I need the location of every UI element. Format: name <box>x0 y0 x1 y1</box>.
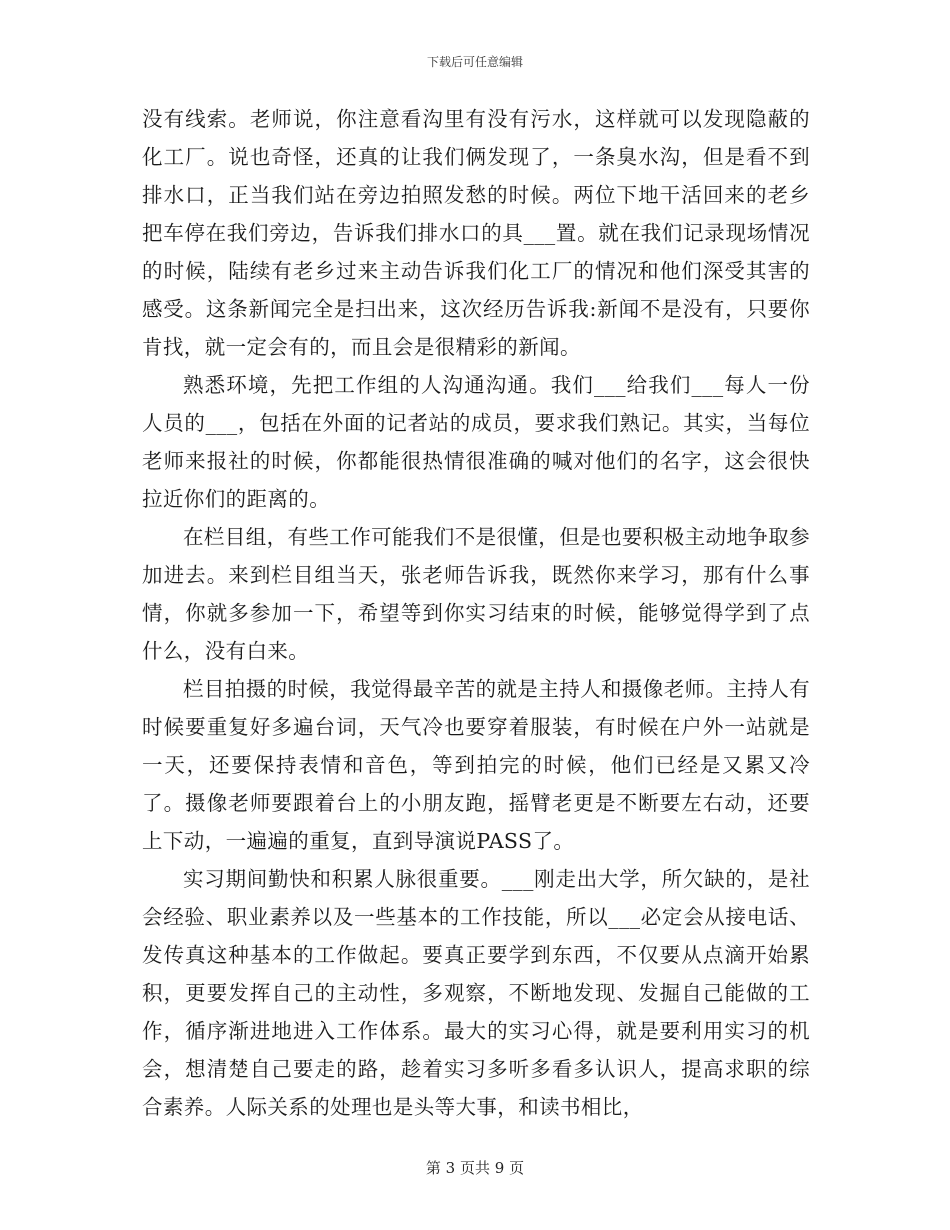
paragraph-5: 实习期间勤快和积累人脉很重要。___刚走出大学，所欠缺的，是社会经验、职业素养以及一些基本的工作技能，所以___必定会从接电话、发传真这种基本的工作做起。要真正要学到东西，不仅要从点滴开始累积，更要发挥自己的主动性，多观察，不断地发现、发掘自己能做的工作，循序渐进地进入工作体系。最大的实习心得，就是要利用实习的机会，想清楚自己要走的路，趁着实习多听多看多认识人，提高求职的综合素养。人际关系的处理也是头等大事，和读书相比， <box>142 867 810 1119</box>
document-body <box>142 100 810 1126</box>
page-header: 下载后可任意编辑 <box>426 55 523 69</box>
paragraph-2: 熟悉环境，先把工作组的人沟通沟通。我们___给我们___每人一份人员的___，包括在外面的记者站的成员，要求我们熟记。其实，当每位老师来报社的时候，你都能很热情很准确的喊对他们的名字，这会很快拉近你们的距离的。 <box>142 373 810 511</box>
paragraph-3: 在栏目组，有些工作可能我们不是很懂，但是也要积极主动地争取参加进去。来到栏目组当天，张老师告诉我，既然你来学习，那有什么事情，你就多参加一下，希望等到你实习结束的时候，能够觉得学到了点什么，没有白来。 <box>142 525 810 663</box>
paragraph-1: 没有线索。老师说，你注意看沟里有没有污水，这样就可以发现隐蔽的化工厂。说也奇怪，还真的让我们俩发现了，一条臭水沟，但是看不到排水口，正当我们站在旁边拍照发愁的时候。两位下地干活回来的老乡把车停在我们旁边，告诉我们排水口的具___置。就在我们记录现场情况的时候，陆续有老乡过来主动告诉我们化工厂的情况和他们深受其害的感受。这条新闻完全是扫出来，这次经历告诉我:新闻不是没有，只要你肯找，就一定会有的，而且会是很精彩的新闻。 <box>142 107 810 359</box>
page-number: 第 3 页共 9 页 <box>425 1159 525 1177</box>
paragraph-4: 栏目拍摄的时候，我觉得最辛苦的就是主持人和摄像老师。主持人有时候要重复好多遍台词，天气冷也要穿着服装，有时候在户外一站就是一天，还要保持表情和音色，等到拍完的时候，他们已经是又累又冷了。摄像老师要跟着台上的小朋友跑，摇臂老更是不断要左右动，还要上下动，一遍遍的重复，直到导演说PASS了。 <box>142 677 810 853</box>
